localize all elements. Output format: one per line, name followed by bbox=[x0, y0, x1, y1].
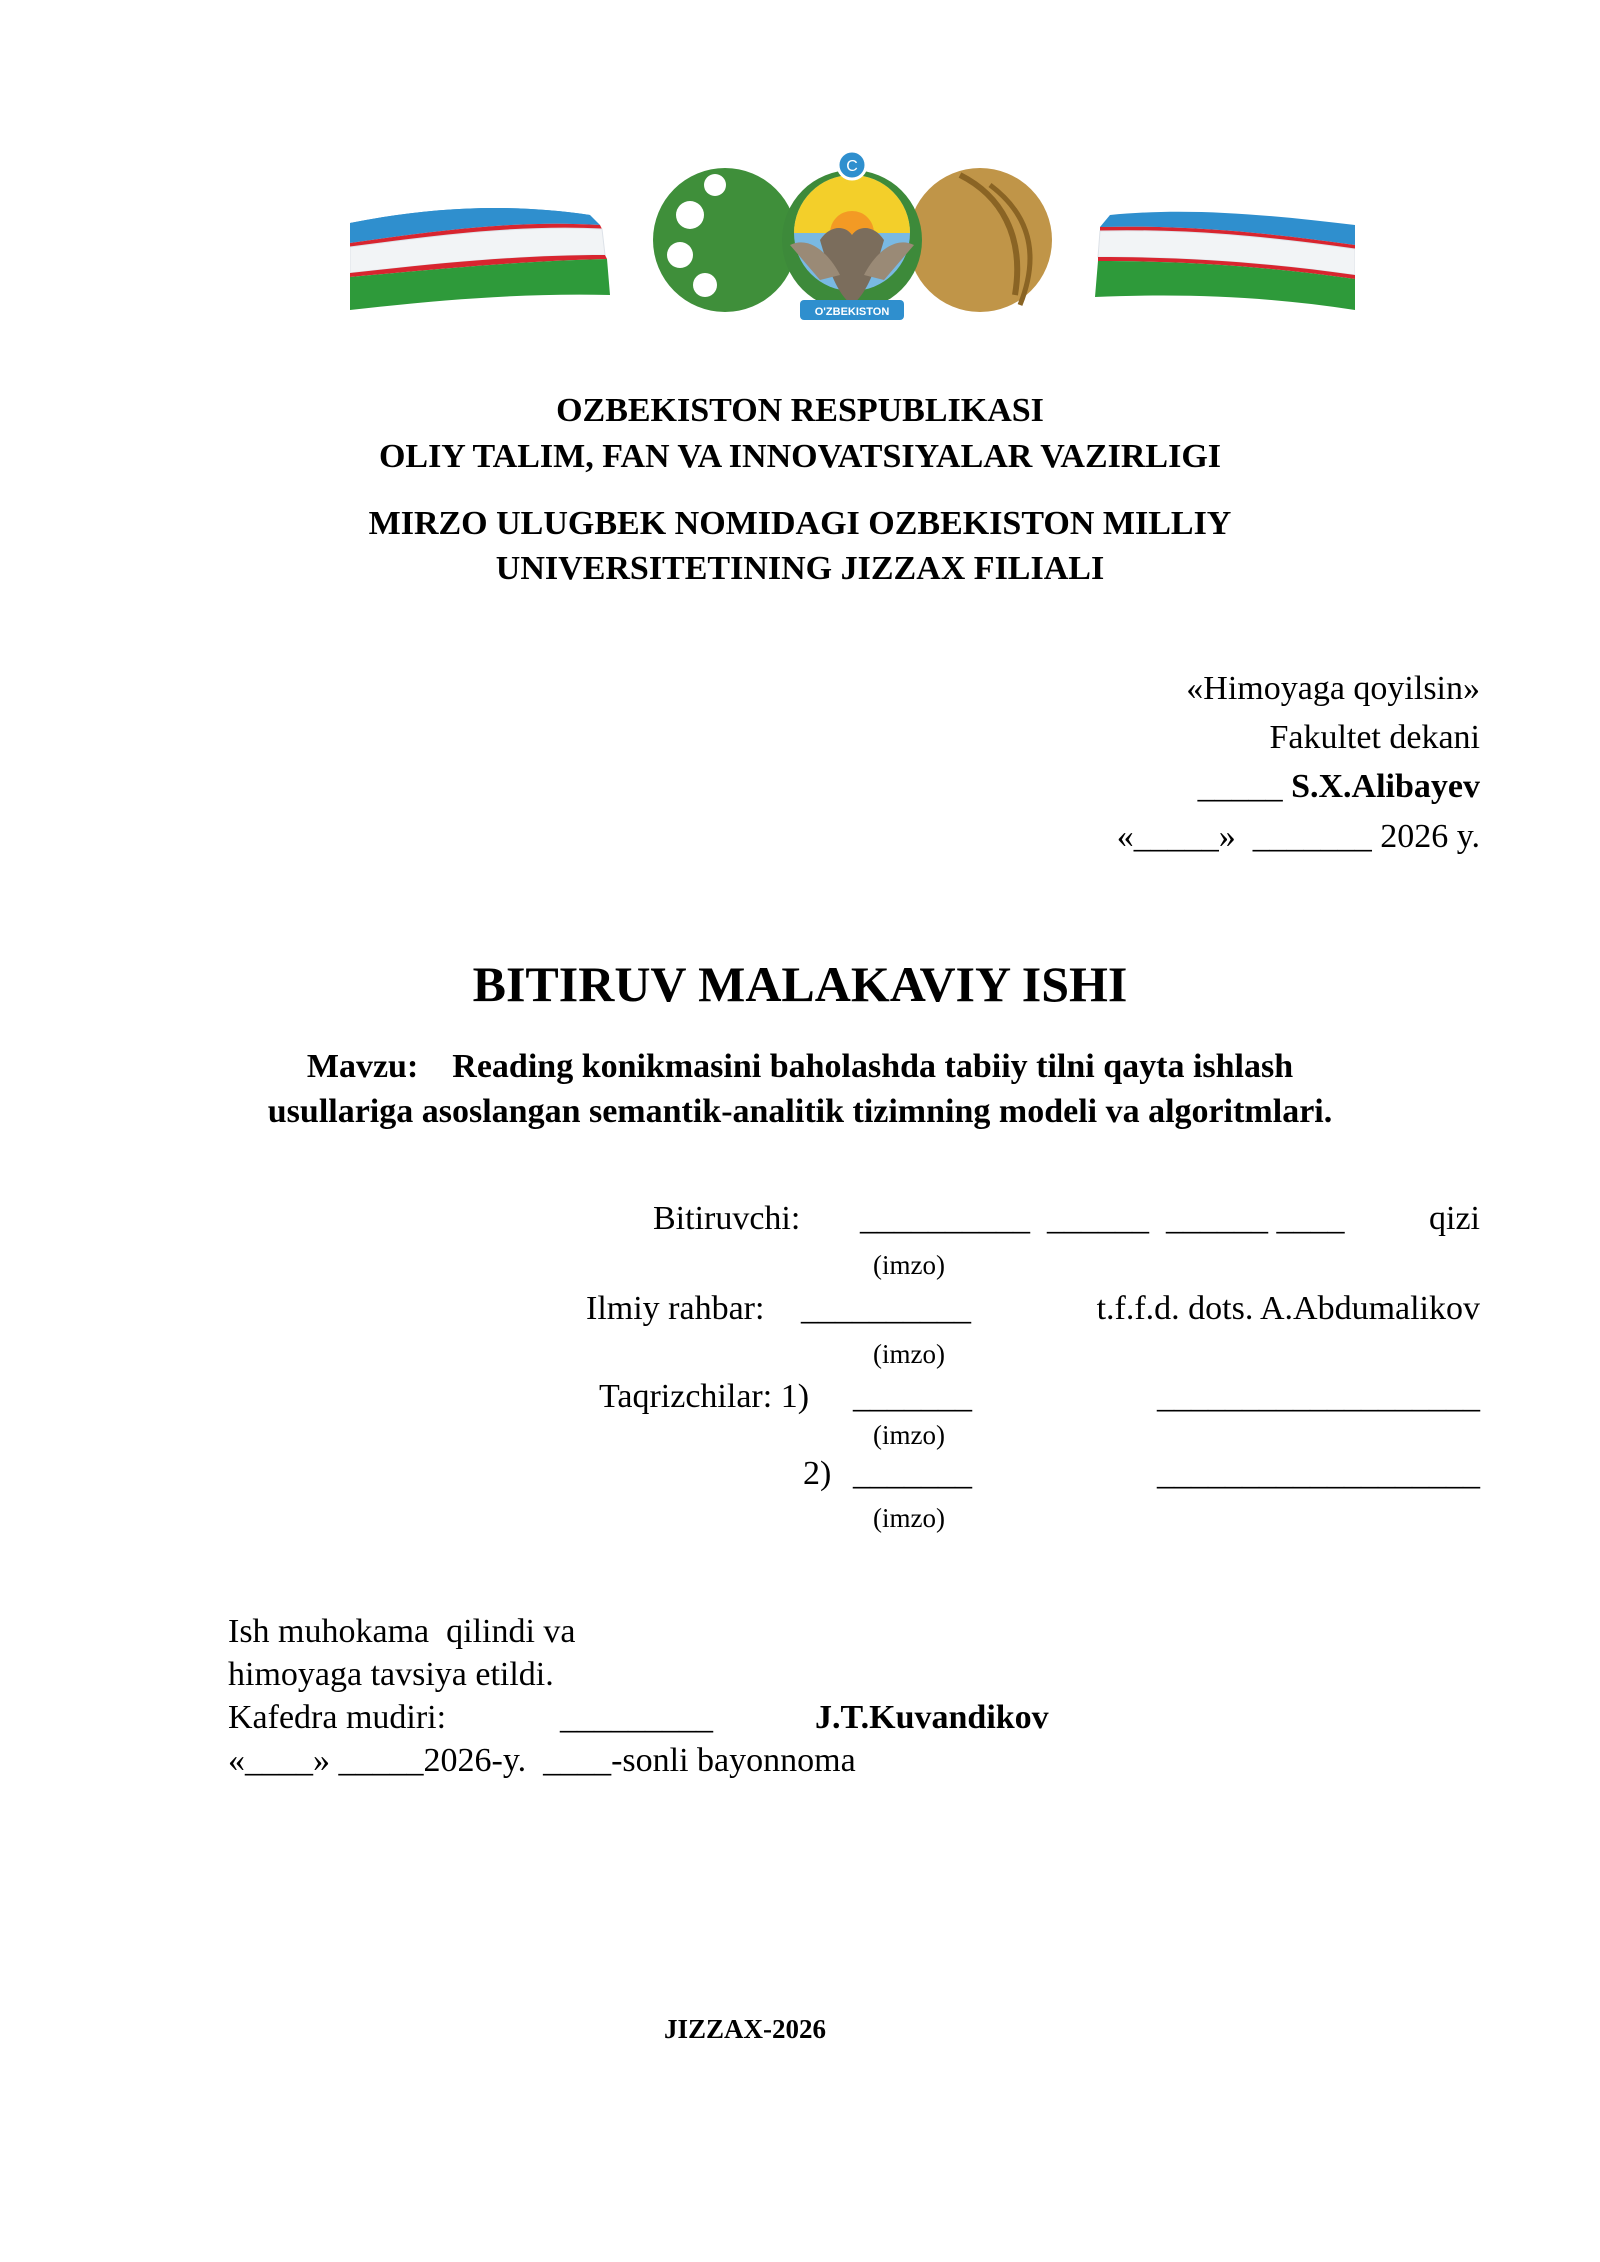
document-title: BITIRUV MALAKAVIY ISHI bbox=[472, 956, 1128, 1012]
svg-text:C: C bbox=[846, 158, 858, 175]
graduate-signature-blank: __________ ______ ______ ____ bbox=[860, 1200, 1345, 1237]
topic-label: Mavzu: bbox=[306, 1048, 419, 1085]
department-head-name: J.T.Kuvandikov bbox=[815, 1699, 1049, 1736]
state-emblem-banner bbox=[350, 145, 1355, 330]
approval-line-2: Fakultet dekani bbox=[1269, 719, 1480, 756]
reviewer-1-signature-blank: _______ bbox=[853, 1378, 972, 1415]
university-line-2: UNIVERSITETINING JIZZAX FILIALI bbox=[495, 550, 1105, 587]
department-head-label: Kafedra mudiri: bbox=[228, 1699, 447, 1736]
ministry-line-2: OLIY TALIM, FAN VA INNOVATSIYALAR VAZIRLIGI bbox=[378, 438, 1222, 475]
reviewer-1-name-blank: ___________________ bbox=[1157, 1378, 1480, 1415]
ministry-line-1: OZBEKISTON RESPUBLIKASI bbox=[556, 392, 1044, 429]
topic-line-1 bbox=[0, 1048, 1600, 1086]
topic-line-2: usullariga asoslangan semantik-analitik tizimning modeli va algoritmlari. bbox=[267, 1093, 1333, 1130]
flag-ribbon-left-icon bbox=[350, 207, 615, 310]
imzo-label-1: (imzo) bbox=[873, 1250, 945, 1280]
university-line-1: MIRZO ULUGBEK NOMIDAGI OZBEKISTON MILLIY bbox=[368, 505, 1232, 542]
dean-signature-blank: _____ bbox=[1197, 768, 1283, 805]
imzo-label-2: (imzo) bbox=[873, 1339, 945, 1369]
reviewer-2-label: 2) bbox=[803, 1455, 832, 1492]
discussion-line-1: Ish muhokama qilindi va bbox=[228, 1613, 576, 1650]
approval-date: «_____» _______ 2026 y. bbox=[1116, 818, 1480, 855]
supervisor-name: t.f.f.d. dots. A.Abdumalikov bbox=[1096, 1290, 1480, 1327]
topic-text-1: Reading konikmasini baholashda tabiiy tilni qayta ishlash bbox=[452, 1048, 1294, 1085]
reviewer-2-name-blank: ___________________ bbox=[1157, 1455, 1480, 1492]
reviewers-label: Taqrizchilar: 1) bbox=[599, 1378, 810, 1415]
graduate-suffix: qizi bbox=[1429, 1200, 1480, 1237]
discussion-line-2: himoyaga tavsiya etildi. bbox=[228, 1656, 554, 1693]
reviewer-2-signature-blank: _______ bbox=[853, 1455, 972, 1492]
imzo-label-4: (imzo) bbox=[873, 1503, 945, 1533]
dean-name: S.X.Alibayev bbox=[1291, 768, 1480, 805]
supervisor-label: Ilmiy rahbar: bbox=[586, 1290, 765, 1327]
supervisor-signature-blank: __________ bbox=[801, 1290, 971, 1327]
emblem-caption: O'ZBEKISTON bbox=[814, 306, 890, 318]
approval-line-1: «Himoyaga qoyilsin» bbox=[1186, 670, 1480, 707]
department-head-signature-blank: _________ bbox=[560, 1699, 713, 1736]
city-year: JIZZAX-2026 bbox=[663, 2014, 826, 2044]
flag-ribbon-right-icon bbox=[1095, 212, 1355, 310]
protocol-line: «____» _____2026-y. ____-sonli bayonnoma bbox=[228, 1742, 856, 1779]
emblem-icon bbox=[653, 151, 1052, 320]
graduate-label: Bitiruvchi: bbox=[653, 1200, 801, 1237]
imzo-label-3: (imzo) bbox=[873, 1420, 945, 1450]
dean-signature-line bbox=[1198, 768, 1480, 806]
